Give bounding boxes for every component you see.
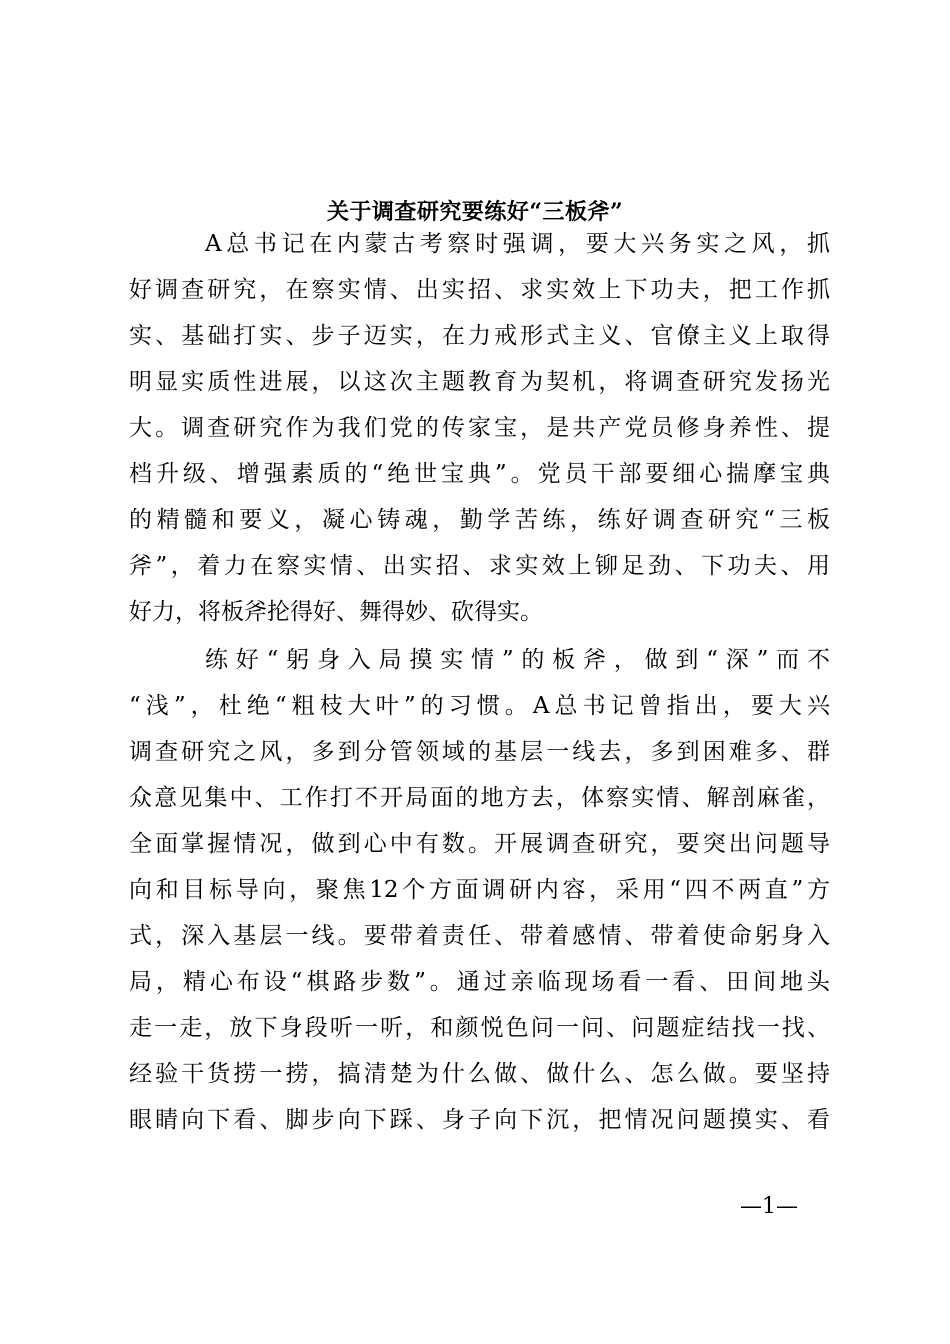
- text-line: 斧”，着力在察实情、出实招、求实效上铆足劲、下功夫、用: [129, 553, 830, 579]
- text-line: 全面掌握情况，做到心中有数。开展调查研究，要突出问题导: [129, 831, 830, 857]
- text-line: 眼睛向下看、脚步向下踩、身子向下沉，把情况问题摸实、看: [129, 1107, 830, 1133]
- text-line: 式，深入基层一线。要带着责任、带着感情、带着使命躬身入: [129, 923, 830, 949]
- text-line: 众意见集中、工作打不开局面的地方去，体察实情、解剖麻雀，: [129, 785, 830, 811]
- text-line: 明显实质性进展，以这次主题教育为契机，将调查研究发扬光: [129, 369, 830, 395]
- text-line: 经验干货捞一捞，搞清楚为什么做、做什么、怎么做。要坚持: [129, 1061, 830, 1087]
- text-line: 调查研究之风，多到分管领域的基层一线去，多到困难多、群: [129, 739, 830, 765]
- text-line: 走一走，放下身段听一听，和颜悦色问一问、问题症结找一找、: [129, 1015, 830, 1041]
- text-line: 向和目标导向，聚焦12个方面调研内容，采用“四不两直”方: [129, 877, 830, 903]
- text-line: 档升级、增强素质的“绝世宝典”。党员干部要细心揣摩宝典: [129, 461, 830, 487]
- text-line: 的精髓和要义，凝心铸魂，勤学苦练，练好调查研究“三板: [129, 507, 830, 533]
- text-line: 好力，将板斧抡得好、舞得妙、砍得实。: [129, 599, 543, 625]
- page-number: —1—: [740, 1194, 798, 1219]
- text-line: 局，精心布设“棋路步数”。通过亲临现场看一看、田间地头: [129, 969, 830, 995]
- text-line: 好调查研究，在察实情、出实招、求实效上下功夫，把工作抓: [129, 277, 830, 303]
- text-line: 实、基础打实、步子迈实，在力戒形式主义、官僚主义上取得: [129, 323, 830, 349]
- text-line: 大。调查研究作为我们党的传家宝，是共产党员修身养性、提: [129, 415, 830, 441]
- text-line: “浅”，杜绝“粗枝大叶”的习惯。A总书记曾指出，要大兴: [129, 693, 830, 719]
- text-line: 练好“躬身入局摸实情”的板斧，做到“深”而不: [205, 647, 830, 673]
- text-line: A总书记在内蒙古考察时强调，要大兴务实之风，抓: [205, 231, 830, 257]
- page-title: 关于调查研究要练好“三板斧”: [326, 198, 624, 225]
